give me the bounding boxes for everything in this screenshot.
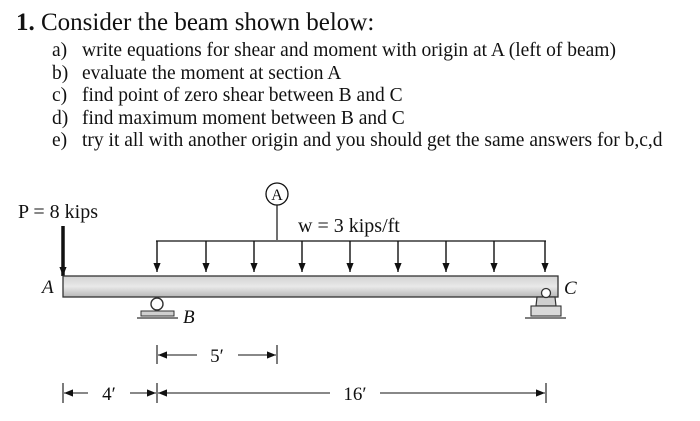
part-text: find maximum moment between B and C [82, 107, 405, 129]
part-text: try it all with another origin and you should get the same answers for b,c,d [82, 130, 663, 151]
support-label-b: B [183, 307, 195, 328]
dimension-5ft-label: 5′ [210, 346, 224, 367]
distributed-load-label: w = 3 kips/ft [298, 215, 400, 237]
roller-support-b [137, 298, 178, 318]
end-label-c: C [564, 278, 577, 299]
point-load-label: P = 8 kips [18, 201, 98, 223]
part-text: write equations for shear and moment with origin at A (left of beam) [82, 40, 616, 61]
part-text: find point of zero shear between B and C [82, 85, 403, 106]
problem-number: 1. [16, 9, 35, 36]
part-letter: b) [52, 62, 69, 84]
part-letter: a) [52, 40, 68, 61]
section-marker-label: A [271, 187, 283, 204]
part-text: evaluate the moment at section A [82, 62, 342, 84]
beam [63, 276, 558, 297]
dimension-16ft-label: 16′ [343, 384, 367, 405]
part-letter: e) [52, 130, 68, 151]
distributed-load-arrows [157, 241, 545, 272]
problem-intro: Consider the beam shown below: [41, 9, 375, 36]
part-letter: c) [52, 85, 68, 106]
dimension-4ft-label: 4′ [102, 384, 116, 405]
part-letter: d) [52, 107, 69, 129]
end-label-a: A [42, 277, 54, 298]
